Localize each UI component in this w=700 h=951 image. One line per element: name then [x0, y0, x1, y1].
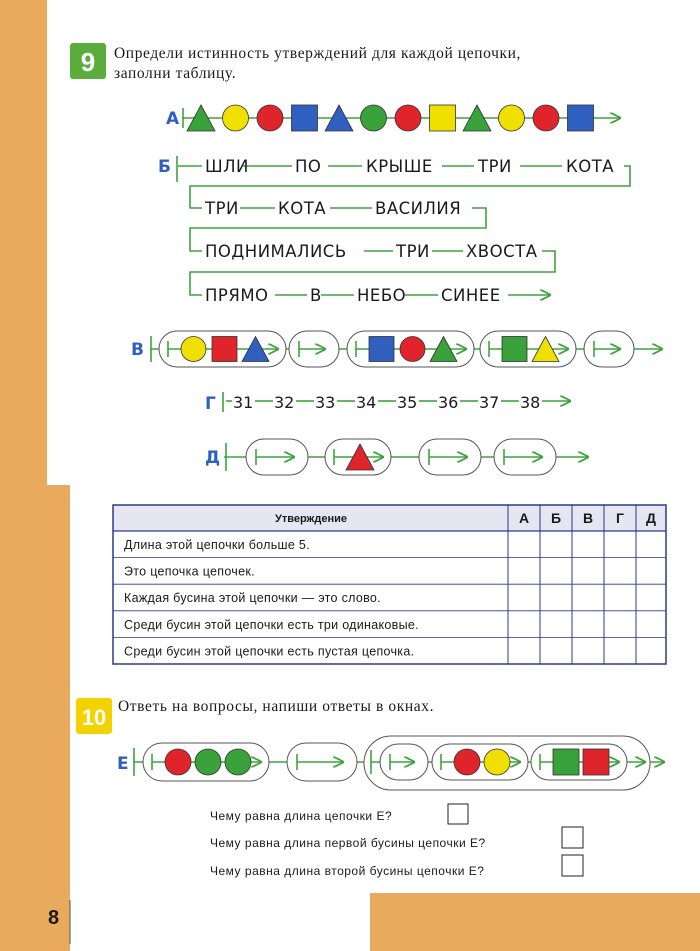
word-bead: ШЛИ [205, 157, 249, 176]
chain-bead [325, 439, 391, 475]
word-bead: ПО [295, 157, 322, 176]
number-bead: 32 [274, 393, 295, 412]
task-number: 9 [80, 47, 96, 77]
chain-label: Д [205, 448, 221, 468]
chain-bead [584, 331, 634, 367]
circle-green-bead [225, 749, 251, 775]
number-bead: 33 [315, 393, 336, 412]
page-number: 8 [48, 907, 60, 929]
chain-label: Е [117, 754, 129, 774]
word-bead: СИНЕЕ [441, 286, 501, 305]
chain-bead [159, 331, 286, 367]
answer-cell[interactable] [605, 612, 635, 637]
answer-cell[interactable] [637, 532, 665, 557]
circle-yellow-bead [181, 337, 206, 362]
statement-text: Каждая бусина этой цепочки — это слово. [124, 591, 381, 606]
answer-box-3[interactable] [562, 855, 583, 876]
answer-cell[interactable] [637, 638, 665, 663]
word-bead: ХВОСТА [466, 242, 538, 261]
number-bead: 34 [356, 393, 377, 412]
answer-cell[interactable] [541, 532, 571, 557]
column-header: Г [616, 510, 624, 526]
number-bead: 36 [438, 393, 459, 412]
circle-red-bead [257, 105, 283, 131]
square-red-bead [212, 337, 237, 362]
chain-label: Б [158, 157, 171, 177]
number-bead: 35 [397, 393, 418, 412]
chain-bead [143, 743, 269, 781]
square-green-bead [553, 749, 579, 775]
circle-green-bead [361, 105, 387, 131]
answer-cell[interactable] [573, 585, 603, 610]
statement-text: Длина этой цепочки больше 5. [124, 538, 310, 552]
answer-cell[interactable] [573, 612, 603, 637]
answer-cell[interactable] [637, 559, 665, 584]
circle-red-bead [165, 749, 191, 775]
nested-chain-bead [364, 736, 650, 790]
chain-bead [287, 743, 357, 781]
statement-text: Это цепочка цепочек. [124, 564, 255, 579]
chain-bead [380, 744, 428, 780]
circle-yellow-bead [484, 749, 510, 775]
circle-yellow-bead [223, 105, 249, 131]
word-bead: ТРИ [396, 242, 430, 261]
circle-red-bead [395, 105, 421, 131]
word-bead: В [310, 286, 322, 305]
statement-text: Среди бусин этой цепочки есть три одинаковые. [124, 617, 419, 632]
word-bead: ПОДНИМАЛИСЬ [205, 242, 347, 261]
answer-cell[interactable] [605, 559, 635, 584]
answer-cell[interactable] [509, 532, 539, 557]
answer-cell[interactable] [605, 532, 635, 557]
chain-bead [480, 331, 576, 367]
circle-red-bead [533, 105, 559, 131]
question-1: Чему равна длина цепочки Е? [210, 809, 393, 823]
chain-bead [419, 439, 481, 475]
word-bead: НЕБО [357, 286, 407, 305]
answer-box-2[interactable] [562, 827, 583, 848]
word-bead: ТРИ [205, 199, 239, 218]
answer-cell[interactable] [541, 559, 571, 584]
number-bead: 31 [233, 393, 254, 412]
chain-bead [494, 439, 556, 475]
chain-bead [531, 744, 627, 780]
square-green-bead [502, 337, 527, 362]
circle-red-bead [400, 337, 425, 362]
chain-label: А [166, 109, 180, 129]
answer-cell[interactable] [541, 585, 571, 610]
answer-cell[interactable] [605, 585, 635, 610]
chain-label: Г [205, 394, 216, 414]
circle-green-bead [195, 749, 221, 775]
chain-bead [432, 744, 528, 780]
task-number: 10 [81, 705, 107, 730]
task-9-text-line-1: Определи истинность утверждений для каждой цепочки, [114, 45, 521, 62]
task-10-title: Ответь на вопросы, напиши ответы в окнах. [118, 698, 435, 715]
answer-cell[interactable] [573, 638, 603, 663]
word-bead: КРЫШЕ [366, 157, 433, 176]
answer-cell[interactable] [573, 532, 603, 557]
column-header: А [518, 510, 530, 526]
word-bead: ТРИ [478, 157, 512, 176]
column-header: В [582, 510, 594, 526]
square-blue-bead [568, 105, 594, 131]
question-3: Чему равна длина второй бусины цепочки Е? [210, 864, 485, 878]
chain-bead [246, 439, 308, 475]
square-yellow-bead [430, 105, 456, 131]
answer-cell[interactable] [637, 612, 665, 637]
circle-red-bead [454, 749, 480, 775]
answer-box-1[interactable] [448, 804, 468, 824]
word-bead: КОТА [566, 157, 615, 176]
square-blue-bead [369, 337, 394, 362]
answer-cell[interactable] [605, 638, 635, 663]
answer-cell[interactable] [637, 585, 665, 610]
word-bead: КОТА [278, 199, 327, 218]
answer-cell[interactable] [509, 559, 539, 584]
word-bead: ВАСИЛИЯ [375, 199, 462, 218]
circle-yellow-bead [499, 105, 525, 131]
chain-bead [289, 331, 339, 367]
question-2: Чему равна длина первой бусины цепочки Е? [210, 836, 486, 850]
statement-text: Среди бусин этой цепочки есть пустая цепочка. [124, 644, 415, 659]
task-9-text-line-2: заполни таблицу. [114, 65, 237, 82]
answer-cell[interactable] [509, 585, 539, 610]
answer-cell[interactable] [509, 612, 539, 637]
chain-bead [347, 331, 474, 367]
column-header: Б [550, 510, 562, 526]
answer-cell[interactable] [541, 638, 571, 663]
answer-cell[interactable] [573, 559, 603, 584]
square-blue-bead [292, 105, 318, 131]
chain-label: В [131, 340, 144, 360]
number-bead: 38 [520, 393, 541, 412]
square-red-bead [583, 749, 609, 775]
word-bead: ПРЯМО [205, 286, 269, 305]
answer-cell[interactable] [509, 638, 539, 663]
number-bead: 37 [479, 393, 500, 412]
column-header: Д [646, 510, 656, 526]
table-header-statement: Утверждение [275, 513, 347, 525]
answer-cell[interactable] [541, 612, 571, 637]
